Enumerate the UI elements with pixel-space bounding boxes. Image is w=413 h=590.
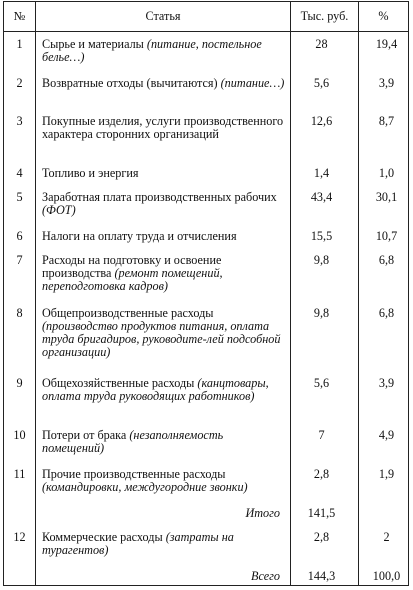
row-num: 7 (16, 252, 23, 267)
row-percent: 6,8 (378, 252, 395, 267)
row-title: Сырье и материалы (42, 37, 144, 51)
table-row (4, 462, 409, 501)
row-num: 11 (13, 466, 26, 481)
row-note: (затраты на турагентов) (42, 529, 234, 557)
row-percent: 30,1 (375, 189, 398, 204)
row-value: 9,8 (313, 252, 330, 267)
row-value: 43,4 (310, 189, 333, 204)
row-value: 15,5 (310, 228, 333, 243)
row-value: 9,8 (313, 305, 330, 320)
table-row (4, 161, 409, 185)
row-title: Потери от брака (42, 427, 127, 442)
row-percent: 4,9 (378, 427, 395, 442)
row-title: Заработная плата производственных рабочих (42, 189, 277, 204)
row-percent: 8,7 (378, 113, 395, 128)
row-note: (ФОТ) (42, 202, 76, 217)
row-num: 10 (13, 427, 26, 442)
row-value: 1,4 (313, 165, 330, 180)
table-row (4, 185, 409, 224)
row-title: Коммерческие расходы (42, 529, 163, 544)
row-value: 5,6 (313, 375, 330, 390)
table-row (4, 301, 409, 371)
row-value: 12,6 (310, 113, 333, 128)
total-percent: 100,0 (372, 568, 401, 583)
row-percent: 3,9 (378, 375, 395, 390)
row-note: (командировки, междугородние звонки) (42, 479, 248, 494)
row-percent: 1,9 (378, 466, 395, 481)
table-row (4, 224, 409, 248)
row-value: 2,8 (313, 466, 330, 481)
row-num: 6 (16, 228, 23, 243)
row-percent: 6,8 (378, 305, 395, 320)
row-note: (ремонт помещений, переподготовка кадров) (42, 265, 223, 293)
row-title: Общехозяйственные расходы (42, 375, 195, 390)
total-row (4, 564, 409, 586)
row-value: 2,8 (313, 529, 330, 544)
row-value: 28 (315, 37, 328, 51)
row-title: Общепроизводственные расходы (42, 305, 214, 320)
row-title: Налоги на оплату труда и отчисления (42, 228, 237, 243)
table-row (4, 248, 409, 301)
cost-table (3, 1, 409, 586)
row-note: (производство продуктов питания, оплата труда бригадиров, руководите-лей подсобной организации) (42, 318, 281, 359)
total-label: Всего (251, 568, 280, 583)
total-value: 144,3 (307, 568, 336, 583)
header-item: Статья (36, 2, 291, 32)
row-num: 8 (16, 305, 23, 320)
row-num: 4 (16, 165, 23, 180)
row-value: 7 (318, 427, 325, 442)
row-num: 9 (16, 375, 23, 390)
subtotal-percent (365, 501, 408, 507)
row-note: (питание, постельное белье…) (42, 37, 262, 64)
row-num: 1 (16, 37, 23, 51)
header-num: № (4, 2, 36, 32)
row-num: 12 (13, 529, 26, 544)
row-num: 2 (16, 75, 23, 90)
row-percent: 10,7 (375, 228, 398, 243)
row-note: (канцтовары, оплата труда руководящих работников) (42, 375, 269, 403)
row-note: (незаполняемость помещений) (42, 427, 224, 455)
table-row (4, 423, 409, 462)
row-title: Покупные изделия, услуги производственного характера сторонних организаций (42, 113, 284, 141)
subtotal-value: 141,5 (307, 505, 336, 520)
row-title: Топливо и энергия (42, 165, 139, 180)
table-row (4, 525, 409, 564)
row-percent: 19,4 (375, 37, 398, 51)
table-header-row (4, 2, 409, 32)
subtotal-label: Итого (245, 505, 280, 520)
row-num: 3 (16, 113, 23, 128)
row-percent: 3,9 (378, 75, 395, 90)
row-percent: 2 (383, 529, 390, 544)
subtotal-row (4, 501, 409, 525)
table-row (4, 371, 409, 423)
header-value: Тыс. руб. (291, 2, 359, 32)
row-title: Прочие производственные расходы (42, 466, 226, 481)
header-percent: % (359, 2, 409, 32)
table-row (4, 71, 409, 109)
row-value: 5,6 (313, 75, 330, 90)
table-row (4, 32, 409, 71)
row-title: Возвратные отходы (вычитаются) (42, 75, 218, 90)
row-num: 5 (16, 189, 23, 204)
table-row (4, 109, 409, 161)
row-note: (питание…) (220, 75, 285, 90)
row-percent: 1,0 (378, 165, 395, 180)
row-title: Расходы на подготовку и освоение производства (42, 252, 222, 280)
